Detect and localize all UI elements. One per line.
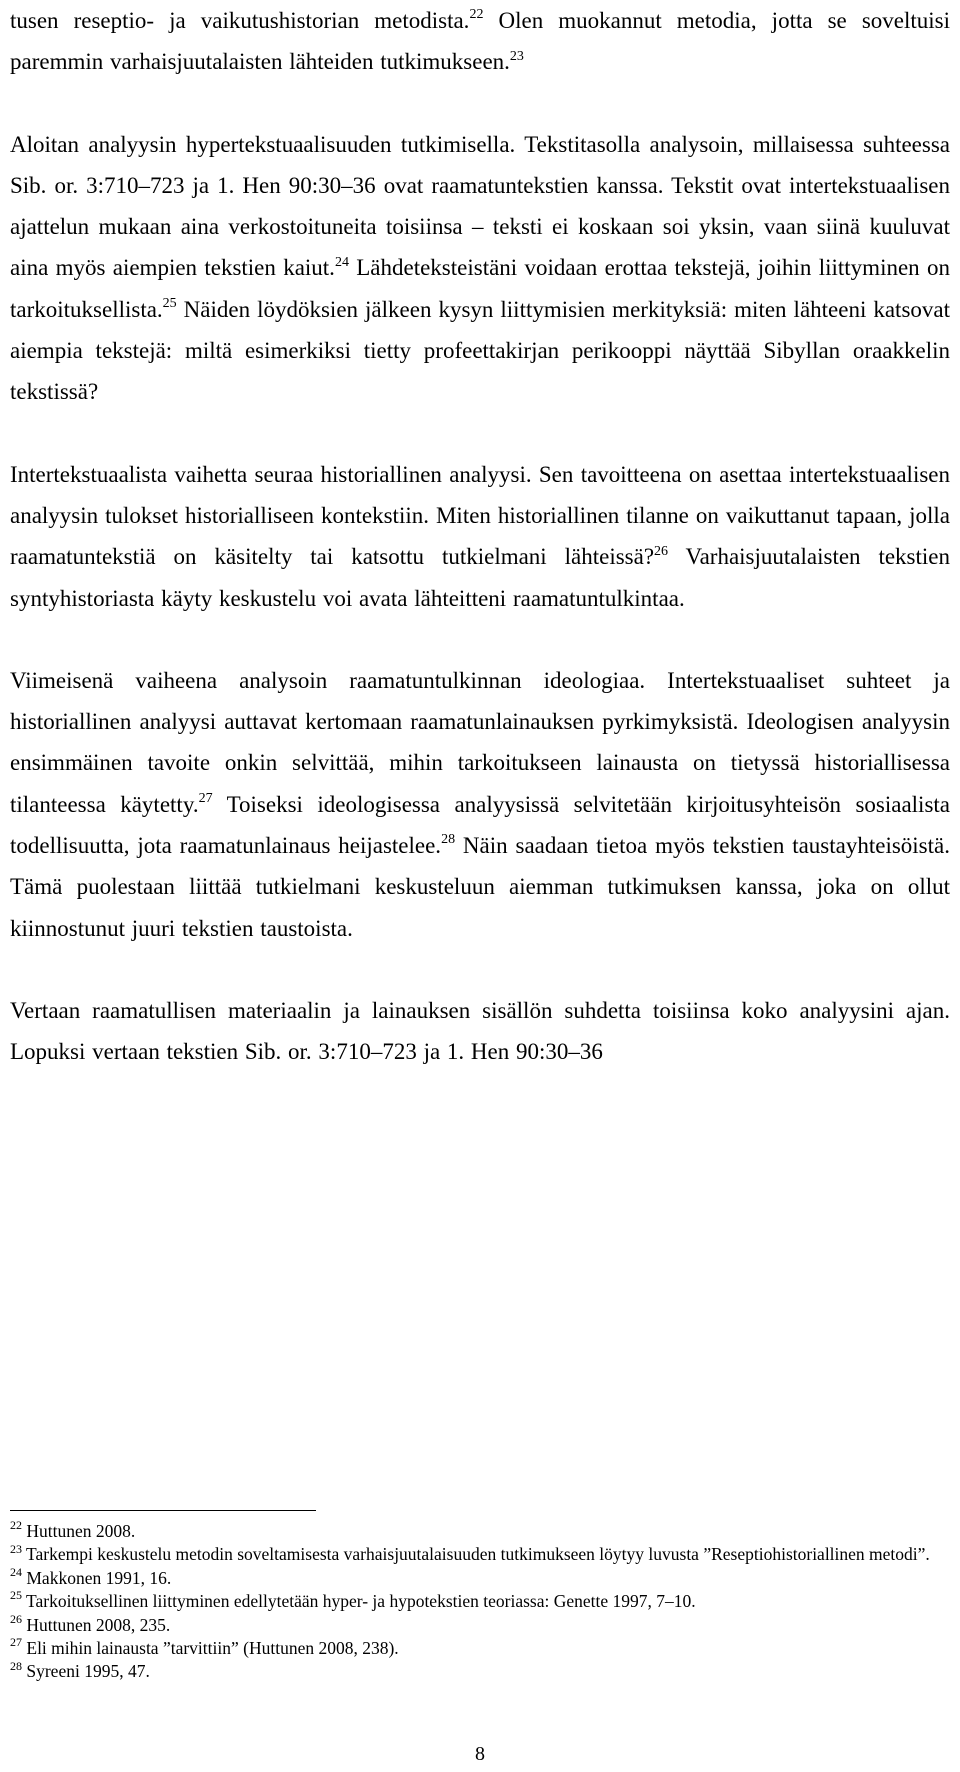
document-page: [10, 0, 950, 1772]
text-run: Viimeisenä vaiheena analysoin raamatuntulkinnan ideologiaa. Intertekstuaaliset suhteet ja historiallinen analyysi auttavat kertomaan raamatunlainauksen pyrkimyksistä. Ideologisen analyysin ensimmäinen tavoite onkin selvittää, mihin tarkoitukseen lainausta on tietyssä historiallisessa tilanteessa käytetty.: [10, 667, 950, 817]
footnote-text: Tarkoituksellinen liittyminen edellytetään hyper- ja hypotekstien teoriassa: Genette 1997, 7–10.: [22, 1591, 696, 1612]
text-run: Näiden löydöksien jälkeen kysyn liittymisien merkityksiä: miten lähteeni katsovat aiempia tekstejä: miltä esimerkiksi tietty profeettakirjan perikooppi näyttää Sibyllan oraakkelin tekstissä?: [10, 296, 950, 405]
footnote-ref-24: 24: [334, 254, 349, 270]
footnote-number: 27: [10, 1635, 22, 1650]
footnote-number: 22: [10, 1518, 22, 1533]
footnote-text: Huttunen 2008.: [22, 1521, 136, 1541]
footnote-ref-28: 28: [441, 832, 456, 848]
footnotes: [10, 1520, 950, 1684]
footnote-26: [10, 1611, 950, 1637]
footnote-24: [10, 1564, 950, 1590]
footnote-separator: [10, 1510, 316, 1511]
footnote-28: [10, 1660, 950, 1683]
footnote-25: [10, 1590, 950, 1613]
footnote-number: 23: [10, 1541, 22, 1556]
paragraph-4: [10, 660, 950, 949]
paragraph-2: [10, 124, 950, 413]
text-run: Varhaisjuutalaisten tekstien syntyhistoriasta käyty keskustelu voi avata lähteitteni raamatuntulkintaa.: [10, 544, 950, 611]
body-text: [10, 0, 950, 1073]
footnote-text: Syreeni 1995, 47.: [22, 1661, 150, 1682]
footnote-22: [10, 1520, 950, 1543]
footnote-text: Makkonen 1991, 16.: [22, 1567, 172, 1588]
footnote-number: 25: [10, 1588, 22, 1603]
text-run: Näin saadaan tietoa myös tekstien taustayhteisöistä. Tämä puolestaan liittää tutkielmani keskusteluun aiemman tutkimuksen kanssa, joka on ollut kiinnostunut juuri tekstien taustoista.: [10, 833, 950, 941]
paragraph-3: [10, 454, 950, 619]
footnote-ref-27: 27: [198, 791, 213, 807]
footnote-number: 28: [10, 1658, 22, 1673]
paragraph-1: [10, 0, 950, 83]
footnote-23: [10, 1543, 950, 1566]
paragraph-5: [10, 990, 950, 1073]
text-run: Intertekstuaalista vaihetta seuraa historiallinen analyysi. Sen tavoitteena on asettaa intertekstuaalisen analyysin tulokset historialliseen kontekstiin. Miten historiallinen tilanne on vaikuttanut tapaan, jolla raamatuntekstiä on käsitelty tai katsottu tutkielmani lähteissä?: [10, 461, 950, 570]
text-run: Vertaan raamatullisen materiaalin ja lainauksen sisällön suhdetta toisiinsa koko analyysini ajan. Lopuksi vertaan tekstien Sib. or. 3:710–723 ja 1. Hen 90:30–36: [10, 997, 950, 1065]
footnote-ref-23: 23: [509, 48, 524, 64]
footnote-ref-26: 26: [654, 543, 669, 559]
footnote-text: Tarkempi keskustelu metodin soveltamisesta varhaisjuutalaisuuden tutkimukseen löytyy luvusta ”Reseptiohistoriallinen metodi”.: [22, 1544, 930, 1565]
page-number: 8: [475, 1743, 485, 1765]
footnote-number: 26: [10, 1611, 22, 1626]
footnote-text: Eli mihin lainausta ”tarvittiin” (Huttunen 2008, 238).: [22, 1638, 399, 1659]
footnote-number: 24: [10, 1564, 22, 1579]
footnote-27: [10, 1637, 950, 1660]
footnote-text: Huttunen 2008, 235.: [22, 1614, 171, 1635]
footnote-ref-25: 25: [162, 296, 177, 312]
text-run: Lähdeteksteistäni voidaan erottaa tekstejä, joihin liittyminen on tarkoituksellista.: [10, 255, 950, 322]
text-run: Olen muokannut metodia, jotta se soveltuisi paremmin varhaisjuutalaisten lähteiden tutkimukseen.: [10, 8, 950, 75]
text-run: Aloitan analyysin hypertekstuaalisuuden tutkimisella. Tekstitasolla analysoin, millaisessa suhteessa Sib. or. 3:710–723 ja 1. Hen 90:30–36 ovat raamatuntekstien kanssa. Tekstit ovat intertekstuaalisen ajattelun mukaan aina verkostoituneita toisiinsa – teksti ei koskaan soi yksin, vaan siinä kuuluvat aina myös aiempien tekstien kaiut.: [10, 131, 950, 281]
text-run: tusen reseptio- ja vaikutushistorian metodista.: [10, 8, 470, 33]
footnote-ref-22: 22: [469, 7, 484, 23]
text-run: Toiseksi ideologisessa analyysissä selvitetään kirjoitusyhteisön sosiaalista todellisuutta, jota raamatunlainaus heijastelee.: [10, 791, 950, 859]
